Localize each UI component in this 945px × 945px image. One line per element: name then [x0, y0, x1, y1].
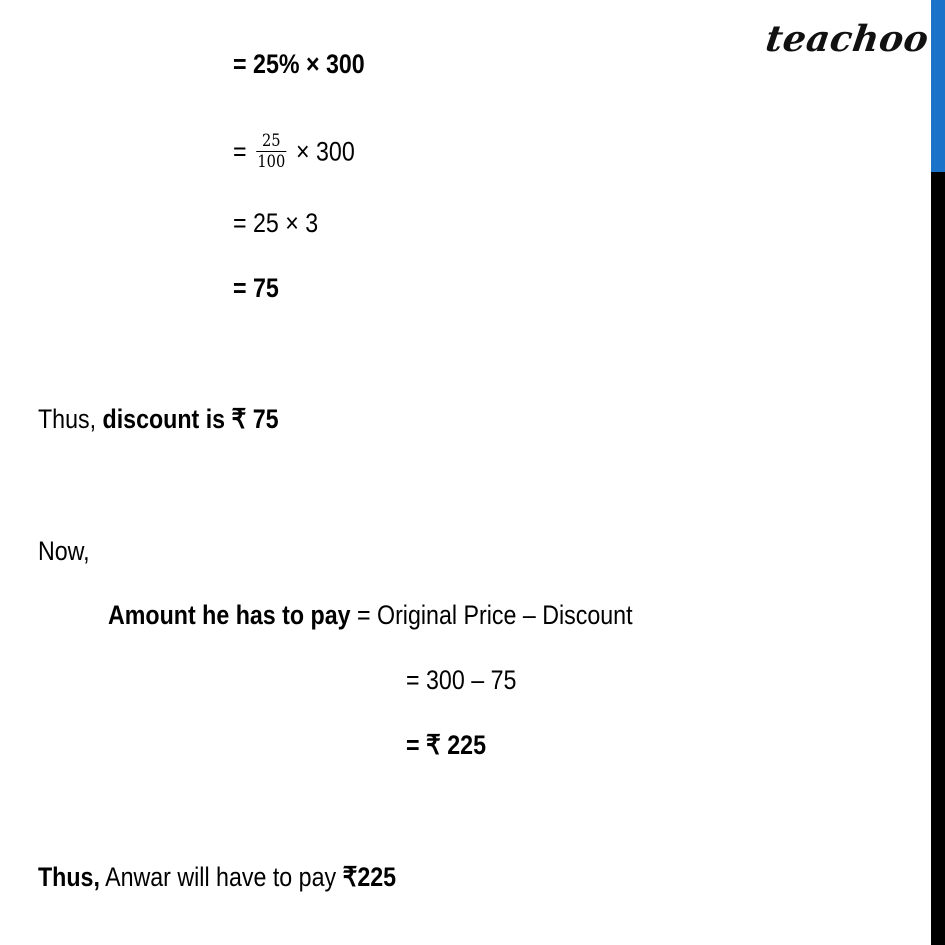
sidebar-bar: [931, 0, 945, 945]
fraction-denominator: 100: [257, 152, 286, 172]
step-1-equals: =: [233, 49, 247, 79]
fraction-numerator: 25: [256, 131, 286, 152]
teachoo-logo: teachoo: [763, 18, 932, 60]
step-2: [233, 133, 355, 174]
amount-substitution: = 300 – 75: [406, 665, 517, 695]
discount-prefix: Thus,: [38, 404, 103, 434]
discount-value: discount is ₹ 75: [102, 404, 279, 434]
step-2-equals: =: [233, 136, 247, 167]
step-4: = 75: [233, 273, 279, 303]
conclusion: [38, 861, 396, 893]
step-1-expression: 25% × 300: [253, 49, 365, 79]
fraction: [256, 131, 286, 172]
amount-label: Amount he has to pay: [108, 600, 351, 630]
sidebar-accent: [931, 0, 945, 172]
step-2-rest: × 300: [296, 136, 355, 167]
amount-equation: [108, 599, 633, 631]
now-label: Now,: [38, 536, 90, 566]
conclusion-prefix: Thus,: [38, 862, 100, 892]
amount-result: = ₹ 225: [406, 730, 486, 760]
conclusion-text: Anwar will have to pay: [99, 862, 343, 892]
step-1: [233, 48, 365, 80]
conclusion-value: ₹225: [342, 862, 397, 892]
amount-formula: = Original Price – Discount: [350, 600, 633, 630]
discount-statement: [38, 403, 279, 435]
step-3: = 25 × 3: [233, 208, 319, 238]
